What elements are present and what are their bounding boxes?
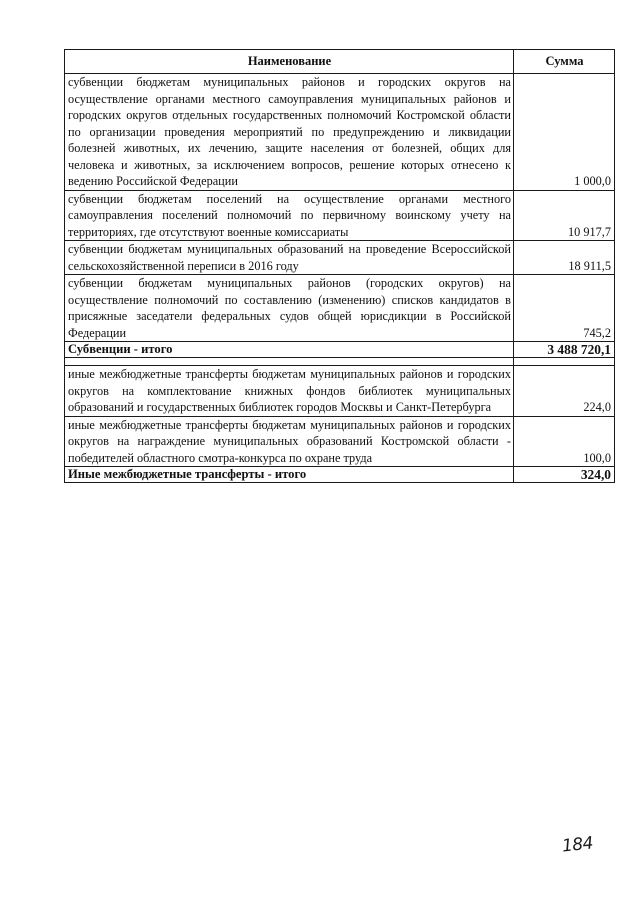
row-name-cell: субвенции бюджетам муниципальных образований на проведение Всероссийской сельскохозяйственной переписи в 2016 году — [65, 241, 514, 275]
row-sum-cell: 224,0 — [514, 366, 615, 417]
row-name-cell: субвенции бюджетам муниципальных районов (городских округов) на осуществление полномочий по составлению (изменению) списков кандидатов в присяжные заседатели федеральных судов общей юрисдикции в Российской Федерации — [65, 275, 514, 342]
column-header-sum: Сумма — [514, 50, 615, 74]
table-row — [65, 275, 615, 342]
column-header-name: Наименование — [65, 50, 514, 74]
spacer-row — [65, 358, 615, 366]
subtotal-row-other-transfers — [65, 467, 615, 483]
table-header-row — [65, 50, 615, 74]
subtotal-row-subventions — [65, 342, 615, 358]
subtotal-label: Иные межбюджетные трансферты - итого — [65, 467, 514, 483]
row-name-cell: субвенции бюджетам поселений на осуществление органами местного самоуправления поселений полномочий по первичному воинскому учету на территориях, где отсутствуют военные комиссариаты — [65, 190, 514, 241]
row-sum-cell: 100,0 — [514, 416, 615, 467]
row-sum-cell: 1 000,0 — [514, 74, 615, 191]
table-row — [65, 416, 615, 467]
row-sum-cell: 745,2 — [514, 275, 615, 342]
budget-table — [64, 49, 615, 483]
row-sum-cell: 10 917,7 — [514, 190, 615, 241]
row-sum-cell: 18 911,5 — [514, 241, 615, 275]
table-row — [65, 366, 615, 417]
subtotal-sum: 324,0 — [514, 467, 615, 483]
spacer-cell — [65, 358, 514, 366]
handwritten-page-number: 184 — [561, 833, 594, 857]
table-row — [65, 241, 615, 275]
subtotal-label: Субвенции - итого — [65, 342, 514, 358]
row-name-cell: иные межбюджетные трансферты бюджетам муниципальных районов и городских округов на комплектование книжных фондов библиотек муниципальных образований и государственных библиотек городов Москвы и Санкт-Петербурга — [65, 366, 514, 417]
table-row — [65, 190, 615, 241]
row-name-cell: иные межбюджетные трансферты бюджетам муниципальных районов и городских округов на награждение муниципальных образований Костромской области - победителей областного смотра-конкурса по охране труда — [65, 416, 514, 467]
subtotal-sum: 3 488 720,1 — [514, 342, 615, 358]
row-name-cell: субвенции бюджетам муниципальных районов и городских округов на осуществление органами местного самоуправления муниципальных районов и городских округов отдельных государственных полномочий Костромской области по организации проведения мероприятий по предупреждению и ликвидации болезней животных, их лечению, защите населения от болезней, общих для человека и животных, за исключением вопросов, решение которых отнесено к ведению Российской Федерации — [65, 74, 514, 191]
table-row — [65, 74, 615, 191]
spacer-cell — [514, 358, 615, 366]
